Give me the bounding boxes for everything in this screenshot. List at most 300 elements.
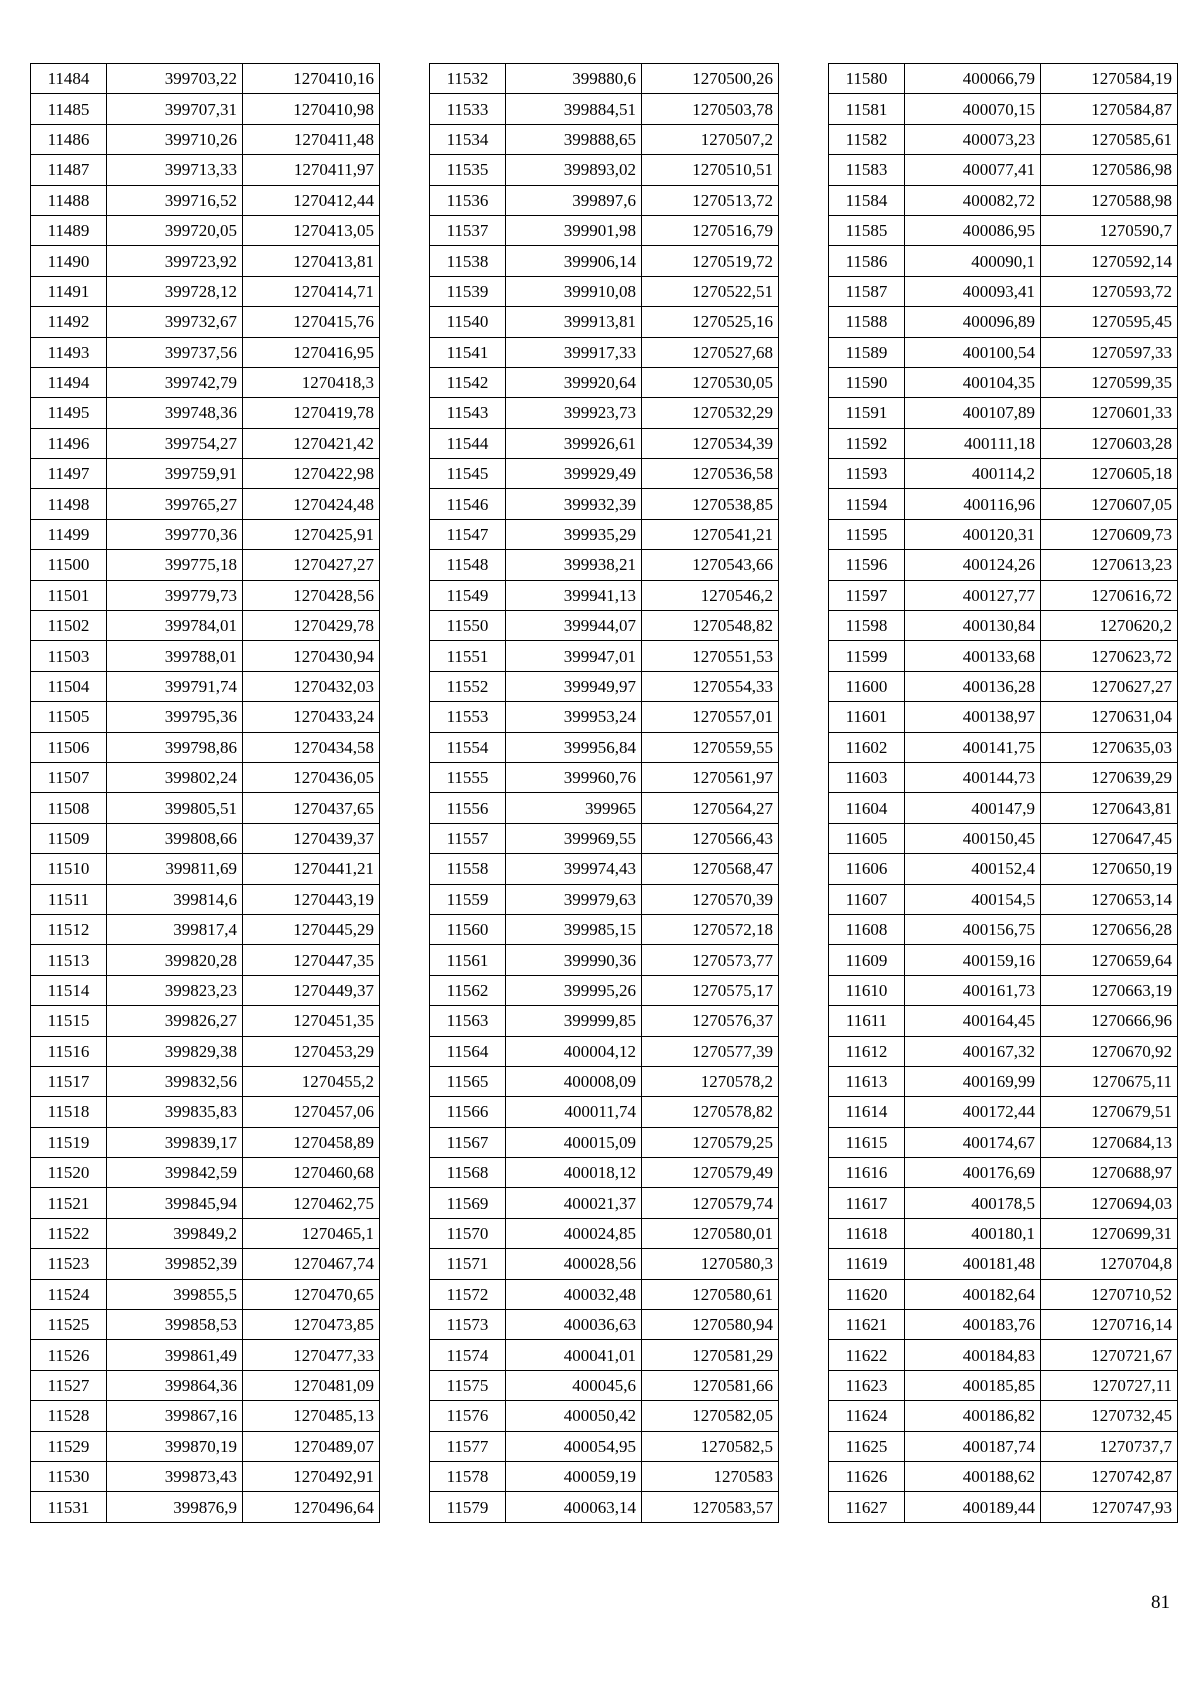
y-coordinate-cell: 1270460,68: [243, 1158, 380, 1188]
table-row: [430, 580, 779, 610]
table-row: [829, 307, 1178, 337]
point-number-cell: 11554: [430, 732, 506, 762]
point-number-cell: 11565: [430, 1066, 506, 1096]
point-number-cell: 11521: [31, 1188, 107, 1218]
table-row: [430, 854, 779, 884]
x-coordinate-cell: 400183,76: [905, 1310, 1041, 1340]
point-number-cell: 11540: [430, 307, 506, 337]
y-coordinate-cell: 1270679,51: [1041, 1097, 1178, 1127]
point-number-cell: 11592: [829, 428, 905, 458]
y-coordinate-cell: 1270590,7: [1041, 215, 1178, 245]
y-coordinate-cell: 1270595,45: [1041, 307, 1178, 337]
x-coordinate-cell: 399876,9: [107, 1492, 243, 1522]
x-coordinate-cell: 399947,01: [506, 641, 642, 671]
x-coordinate-cell: 399880,6: [506, 64, 642, 94]
table-row: [829, 1218, 1178, 1248]
y-coordinate-cell: 1270411,97: [243, 155, 380, 185]
x-coordinate-cell: 400167,32: [905, 1036, 1041, 1066]
y-coordinate-cell: 1270579,25: [642, 1127, 779, 1157]
table-row: [829, 1310, 1178, 1340]
table-row: [829, 793, 1178, 823]
x-coordinate-cell: 399802,24: [107, 762, 243, 792]
table-row: [430, 459, 779, 489]
table-row: [430, 1492, 779, 1522]
point-number-cell: 11584: [829, 185, 905, 215]
table-row: [430, 367, 779, 397]
y-coordinate-cell: 1270522,51: [642, 276, 779, 306]
table-row: [829, 185, 1178, 215]
y-coordinate-cell: 1270582,5: [642, 1431, 779, 1461]
table-row: [31, 276, 380, 306]
table-row: [31, 1340, 380, 1370]
point-number-cell: 11579: [430, 1492, 506, 1522]
x-coordinate-cell: 399944,07: [506, 611, 642, 641]
x-coordinate-cell: 400096,89: [905, 307, 1041, 337]
point-number-cell: 11610: [829, 975, 905, 1005]
point-number-cell: 11487: [31, 155, 107, 185]
y-coordinate-cell: 1270647,45: [1041, 823, 1178, 853]
x-coordinate-cell: 400045,6: [506, 1370, 642, 1400]
x-coordinate-cell: 399938,21: [506, 550, 642, 580]
point-number-cell: 11557: [430, 823, 506, 853]
table-row: [829, 428, 1178, 458]
y-coordinate-cell: 1270536,58: [642, 459, 779, 489]
point-number-cell: 11531: [31, 1492, 107, 1522]
x-coordinate-cell: 399926,61: [506, 428, 642, 458]
table-row: [31, 246, 380, 276]
point-number-cell: 11550: [430, 611, 506, 641]
x-coordinate-cell: 399870,19: [107, 1431, 243, 1461]
table-row: [829, 1401, 1178, 1431]
y-coordinate-cell: 1270445,29: [243, 914, 380, 944]
y-coordinate-cell: 1270415,76: [243, 307, 380, 337]
y-coordinate-cell: 1270414,71: [243, 276, 380, 306]
table-row: [829, 611, 1178, 641]
y-coordinate-cell: 1270554,33: [642, 671, 779, 701]
table-row: [31, 428, 380, 458]
y-coordinate-cell: 1270503,78: [642, 94, 779, 124]
x-coordinate-cell: 400024,85: [506, 1218, 642, 1248]
x-coordinate-cell: 399832,56: [107, 1066, 243, 1096]
point-number-cell: 11624: [829, 1401, 905, 1431]
x-coordinate-cell: 400008,09: [506, 1066, 642, 1096]
table-row: [430, 641, 779, 671]
point-number-cell: 11599: [829, 641, 905, 671]
y-coordinate-cell: 1270592,14: [1041, 246, 1178, 276]
y-coordinate-cell: 1270421,42: [243, 428, 380, 458]
y-coordinate-cell: 1270470,65: [243, 1279, 380, 1309]
x-coordinate-cell: 399965: [506, 793, 642, 823]
y-coordinate-cell: 1270424,48: [243, 489, 380, 519]
table-row: [829, 945, 1178, 975]
table-row: [829, 337, 1178, 367]
y-coordinate-cell: 1270410,98: [243, 94, 380, 124]
y-coordinate-cell: 1270609,73: [1041, 519, 1178, 549]
point-number-cell: 11502: [31, 611, 107, 641]
y-coordinate-cell: 1270455,2: [243, 1066, 380, 1096]
y-coordinate-cell: 1270451,35: [243, 1006, 380, 1036]
y-coordinate-cell: 1270656,28: [1041, 914, 1178, 944]
x-coordinate-cell: 400172,44: [905, 1097, 1041, 1127]
point-number-cell: 11561: [430, 945, 506, 975]
point-number-cell: 11524: [31, 1279, 107, 1309]
point-number-cell: 11574: [430, 1340, 506, 1370]
coordinate-table-2: [429, 63, 779, 1523]
x-coordinate-cell: 399985,15: [506, 914, 642, 944]
table-row: [31, 398, 380, 428]
x-coordinate-cell: 399852,39: [107, 1249, 243, 1279]
point-number-cell: 11607: [829, 884, 905, 914]
x-coordinate-cell: 399873,43: [107, 1461, 243, 1491]
table-row: [31, 1370, 380, 1400]
y-coordinate-cell: 1270582,05: [642, 1401, 779, 1431]
point-number-cell: 11606: [829, 854, 905, 884]
table-row: [31, 611, 380, 641]
x-coordinate-cell: 400127,77: [905, 580, 1041, 610]
point-number-cell: 11539: [430, 276, 506, 306]
y-coordinate-cell: 1270457,06: [243, 1097, 380, 1127]
x-coordinate-cell: 400036,63: [506, 1310, 642, 1340]
y-coordinate-cell: 1270519,72: [642, 246, 779, 276]
y-coordinate-cell: 1270441,21: [243, 854, 380, 884]
x-coordinate-cell: 400130,84: [905, 611, 1041, 641]
point-number-cell: 11588: [829, 307, 905, 337]
table-row: [31, 124, 380, 154]
point-number-cell: 11513: [31, 945, 107, 975]
point-number-cell: 11563: [430, 1006, 506, 1036]
table-row: [430, 1249, 779, 1279]
point-number-cell: 11533: [430, 94, 506, 124]
point-number-cell: 11578: [430, 1461, 506, 1491]
y-coordinate-cell: 1270527,68: [642, 337, 779, 367]
y-coordinate-cell: 1270462,75: [243, 1188, 380, 1218]
y-coordinate-cell: 1270620,2: [1041, 611, 1178, 641]
point-number-cell: 11616: [829, 1158, 905, 1188]
table-row: [829, 155, 1178, 185]
x-coordinate-cell: 399929,49: [506, 459, 642, 489]
point-number-cell: 11573: [430, 1310, 506, 1340]
x-coordinate-cell: 399953,24: [506, 702, 642, 732]
point-number-cell: 11517: [31, 1066, 107, 1096]
table-row: [31, 732, 380, 762]
table-row: [31, 702, 380, 732]
x-coordinate-cell: 399737,56: [107, 337, 243, 367]
y-coordinate-cell: 1270516,79: [642, 215, 779, 245]
table-row: [31, 155, 380, 185]
x-coordinate-cell: 400018,12: [506, 1158, 642, 1188]
x-coordinate-cell: 400028,56: [506, 1249, 642, 1279]
y-coordinate-cell: 1270489,07: [243, 1431, 380, 1461]
table-row: [31, 945, 380, 975]
table-row: [430, 1036, 779, 1066]
y-coordinate-cell: 1270732,45: [1041, 1401, 1178, 1431]
y-coordinate-cell: 1270534,39: [642, 428, 779, 458]
point-number-cell: 11594: [829, 489, 905, 519]
table-row: [31, 367, 380, 397]
table-row: [31, 1310, 380, 1340]
table-row: [829, 1492, 1178, 1522]
table-row: [829, 1461, 1178, 1491]
x-coordinate-cell: 400066,79: [905, 64, 1041, 94]
y-coordinate-cell: 1270616,72: [1041, 580, 1178, 610]
y-coordinate-cell: 1270675,11: [1041, 1066, 1178, 1096]
table-row: [829, 1279, 1178, 1309]
point-number-cell: 11595: [829, 519, 905, 549]
table-row: [31, 1036, 380, 1066]
coordinate-table-body: [430, 64, 779, 1523]
x-coordinate-cell: 399814,6: [107, 884, 243, 914]
x-coordinate-cell: 400156,75: [905, 914, 1041, 944]
point-number-cell: 11520: [31, 1158, 107, 1188]
x-coordinate-cell: 399999,85: [506, 1006, 642, 1036]
point-number-cell: 11593: [829, 459, 905, 489]
table-row: [430, 611, 779, 641]
table-row: [829, 1066, 1178, 1096]
y-coordinate-cell: 1270443,19: [243, 884, 380, 914]
point-number-cell: 11527: [31, 1370, 107, 1400]
y-coordinate-cell: 1270583: [642, 1461, 779, 1491]
table-row: [430, 215, 779, 245]
table-row: [31, 1188, 380, 1218]
table-row: [31, 550, 380, 580]
x-coordinate-cell: 399861,49: [107, 1340, 243, 1370]
point-number-cell: 11529: [31, 1431, 107, 1461]
x-coordinate-cell: 400184,83: [905, 1340, 1041, 1370]
point-number-cell: 11519: [31, 1127, 107, 1157]
point-number-cell: 11566: [430, 1097, 506, 1127]
y-coordinate-cell: 1270575,17: [642, 975, 779, 1005]
y-coordinate-cell: 1270410,16: [243, 64, 380, 94]
point-number-cell: 11627: [829, 1492, 905, 1522]
table-row: [829, 702, 1178, 732]
y-coordinate-cell: 1270437,65: [243, 793, 380, 823]
x-coordinate-cell: 400154,5: [905, 884, 1041, 914]
table-row: [829, 580, 1178, 610]
table-row: [829, 732, 1178, 762]
coordinate-table-1: [30, 63, 380, 1523]
point-number-cell: 11625: [829, 1431, 905, 1461]
x-coordinate-cell: 399839,17: [107, 1127, 243, 1157]
point-number-cell: 11534: [430, 124, 506, 154]
y-coordinate-cell: 1270566,43: [642, 823, 779, 853]
y-coordinate-cell: 1270436,05: [243, 762, 380, 792]
point-number-cell: 11586: [829, 246, 905, 276]
x-coordinate-cell: 399990,36: [506, 945, 642, 975]
table-row: [430, 1310, 779, 1340]
table-row: [31, 1066, 380, 1096]
x-coordinate-cell: 399845,94: [107, 1188, 243, 1218]
x-coordinate-cell: 400180,1: [905, 1218, 1041, 1248]
x-coordinate-cell: 399917,33: [506, 337, 642, 367]
x-coordinate-cell: 399795,36: [107, 702, 243, 732]
y-coordinate-cell: 1270583,57: [642, 1492, 779, 1522]
point-number-cell: 11488: [31, 185, 107, 215]
point-number-cell: 11493: [31, 337, 107, 367]
table-row: [430, 732, 779, 762]
table-row: [430, 155, 779, 185]
x-coordinate-cell: 400124,26: [905, 550, 1041, 580]
x-coordinate-cell: 399826,27: [107, 1006, 243, 1036]
y-coordinate-cell: 1270650,19: [1041, 854, 1178, 884]
point-number-cell: 11542: [430, 367, 506, 397]
table-row: [31, 793, 380, 823]
table-row: [430, 884, 779, 914]
point-number-cell: 11501: [31, 580, 107, 610]
table-row: [829, 823, 1178, 853]
x-coordinate-cell: 399932,39: [506, 489, 642, 519]
point-number-cell: 11528: [31, 1401, 107, 1431]
x-coordinate-cell: 399703,22: [107, 64, 243, 94]
point-number-cell: 11503: [31, 641, 107, 671]
y-coordinate-cell: 1270742,87: [1041, 1461, 1178, 1491]
y-coordinate-cell: 1270593,72: [1041, 276, 1178, 306]
x-coordinate-cell: 400133,68: [905, 641, 1041, 671]
point-number-cell: 11609: [829, 945, 905, 975]
x-coordinate-cell: 399901,98: [506, 215, 642, 245]
x-coordinate-cell: 399788,01: [107, 641, 243, 671]
table-row: [430, 1158, 779, 1188]
table-row: [829, 1188, 1178, 1218]
coordinate-table-body: [31, 64, 380, 1523]
point-number-cell: 11516: [31, 1036, 107, 1066]
point-number-cell: 11605: [829, 823, 905, 853]
y-coordinate-cell: 1270418,3: [243, 367, 380, 397]
y-coordinate-cell: 1270419,78: [243, 398, 380, 428]
table-row: [430, 94, 779, 124]
table-row: [430, 945, 779, 975]
point-number-cell: 11512: [31, 914, 107, 944]
table-row: [430, 276, 779, 306]
table-row: [430, 519, 779, 549]
table-row: [829, 1340, 1178, 1370]
y-coordinate-cell: 1270570,39: [642, 884, 779, 914]
point-number-cell: 11582: [829, 124, 905, 154]
x-coordinate-cell: 399798,86: [107, 732, 243, 762]
point-number-cell: 11581: [829, 94, 905, 124]
x-coordinate-cell: 400111,18: [905, 428, 1041, 458]
point-number-cell: 11615: [829, 1127, 905, 1157]
point-number-cell: 11601: [829, 702, 905, 732]
y-coordinate-cell: 1270434,58: [243, 732, 380, 762]
table-row: [430, 428, 779, 458]
table-row: [430, 793, 779, 823]
table-row: [430, 702, 779, 732]
point-number-cell: 11506: [31, 732, 107, 762]
point-number-cell: 11598: [829, 611, 905, 641]
x-coordinate-cell: 400174,67: [905, 1127, 1041, 1157]
x-coordinate-cell: 400032,48: [506, 1279, 642, 1309]
point-number-cell: 11571: [430, 1249, 506, 1279]
x-coordinate-cell: 399770,36: [107, 519, 243, 549]
y-coordinate-cell: 1270694,03: [1041, 1188, 1178, 1218]
x-coordinate-cell: 399728,12: [107, 276, 243, 306]
y-coordinate-cell: 1270635,03: [1041, 732, 1178, 762]
table-row: [31, 671, 380, 701]
table-row: [430, 1370, 779, 1400]
y-coordinate-cell: 1270496,64: [243, 1492, 380, 1522]
x-coordinate-cell: 400090,1: [905, 246, 1041, 276]
table-row: [829, 884, 1178, 914]
y-coordinate-cell: 1270481,09: [243, 1370, 380, 1400]
y-coordinate-cell: 1270532,29: [642, 398, 779, 428]
table-row: [31, 1249, 380, 1279]
y-coordinate-cell: 1270453,29: [243, 1036, 380, 1066]
x-coordinate-cell: 400059,19: [506, 1461, 642, 1491]
table-row: [430, 489, 779, 519]
table-row: [829, 550, 1178, 580]
x-coordinate-cell: 399710,26: [107, 124, 243, 154]
x-coordinate-cell: 399910,08: [506, 276, 642, 306]
y-coordinate-cell: 1270439,37: [243, 823, 380, 853]
table-row: [430, 398, 779, 428]
y-coordinate-cell: 1270447,35: [243, 945, 380, 975]
point-number-cell: 11558: [430, 854, 506, 884]
table-row: [31, 1218, 380, 1248]
x-coordinate-cell: 400104,35: [905, 367, 1041, 397]
x-coordinate-cell: 399956,84: [506, 732, 642, 762]
x-coordinate-cell: 400093,41: [905, 276, 1041, 306]
x-coordinate-cell: 399995,26: [506, 975, 642, 1005]
y-coordinate-cell: 1270507,2: [642, 124, 779, 154]
point-number-cell: 11541: [430, 337, 506, 367]
point-number-cell: 11560: [430, 914, 506, 944]
x-coordinate-cell: 400141,75: [905, 732, 1041, 762]
table-row: [829, 975, 1178, 1005]
table-row: [31, 762, 380, 792]
y-coordinate-cell: 1270411,48: [243, 124, 380, 154]
y-coordinate-cell: 1270747,93: [1041, 1492, 1178, 1522]
y-coordinate-cell: 1270543,66: [642, 550, 779, 580]
y-coordinate-cell: 1270573,77: [642, 945, 779, 975]
point-number-cell: 11486: [31, 124, 107, 154]
table-row: [829, 124, 1178, 154]
point-number-cell: 11618: [829, 1218, 905, 1248]
x-coordinate-cell: 399923,73: [506, 398, 642, 428]
table-row: [829, 762, 1178, 792]
y-coordinate-cell: 1270580,61: [642, 1279, 779, 1309]
y-coordinate-cell: 1270449,37: [243, 975, 380, 1005]
y-coordinate-cell: 1270557,01: [642, 702, 779, 732]
table-row: [829, 276, 1178, 306]
table-row: [829, 854, 1178, 884]
table-row: [31, 854, 380, 884]
point-number-cell: 11548: [430, 550, 506, 580]
point-number-cell: 11575: [430, 1370, 506, 1400]
x-coordinate-cell: 400073,23: [905, 124, 1041, 154]
y-coordinate-cell: 1270688,97: [1041, 1158, 1178, 1188]
table-row: [31, 1006, 380, 1036]
point-number-cell: 11491: [31, 276, 107, 306]
y-coordinate-cell: 1270659,64: [1041, 945, 1178, 975]
table-row: [31, 489, 380, 519]
point-number-cell: 11545: [430, 459, 506, 489]
point-number-cell: 11498: [31, 489, 107, 519]
point-number-cell: 11552: [430, 671, 506, 701]
y-coordinate-cell: 1270699,31: [1041, 1218, 1178, 1248]
table-row: [31, 975, 380, 1005]
x-coordinate-cell: 400176,69: [905, 1158, 1041, 1188]
x-coordinate-cell: 400187,74: [905, 1431, 1041, 1461]
x-coordinate-cell: 400188,62: [905, 1461, 1041, 1491]
y-coordinate-cell: 1270576,37: [642, 1006, 779, 1036]
y-coordinate-cell: 1270584,87: [1041, 94, 1178, 124]
table-row: [430, 1006, 779, 1036]
point-number-cell: 11620: [829, 1279, 905, 1309]
point-number-cell: 11617: [829, 1188, 905, 1218]
point-number-cell: 11505: [31, 702, 107, 732]
y-coordinate-cell: 1270580,3: [642, 1249, 779, 1279]
y-coordinate-cell: 1270643,81: [1041, 793, 1178, 823]
